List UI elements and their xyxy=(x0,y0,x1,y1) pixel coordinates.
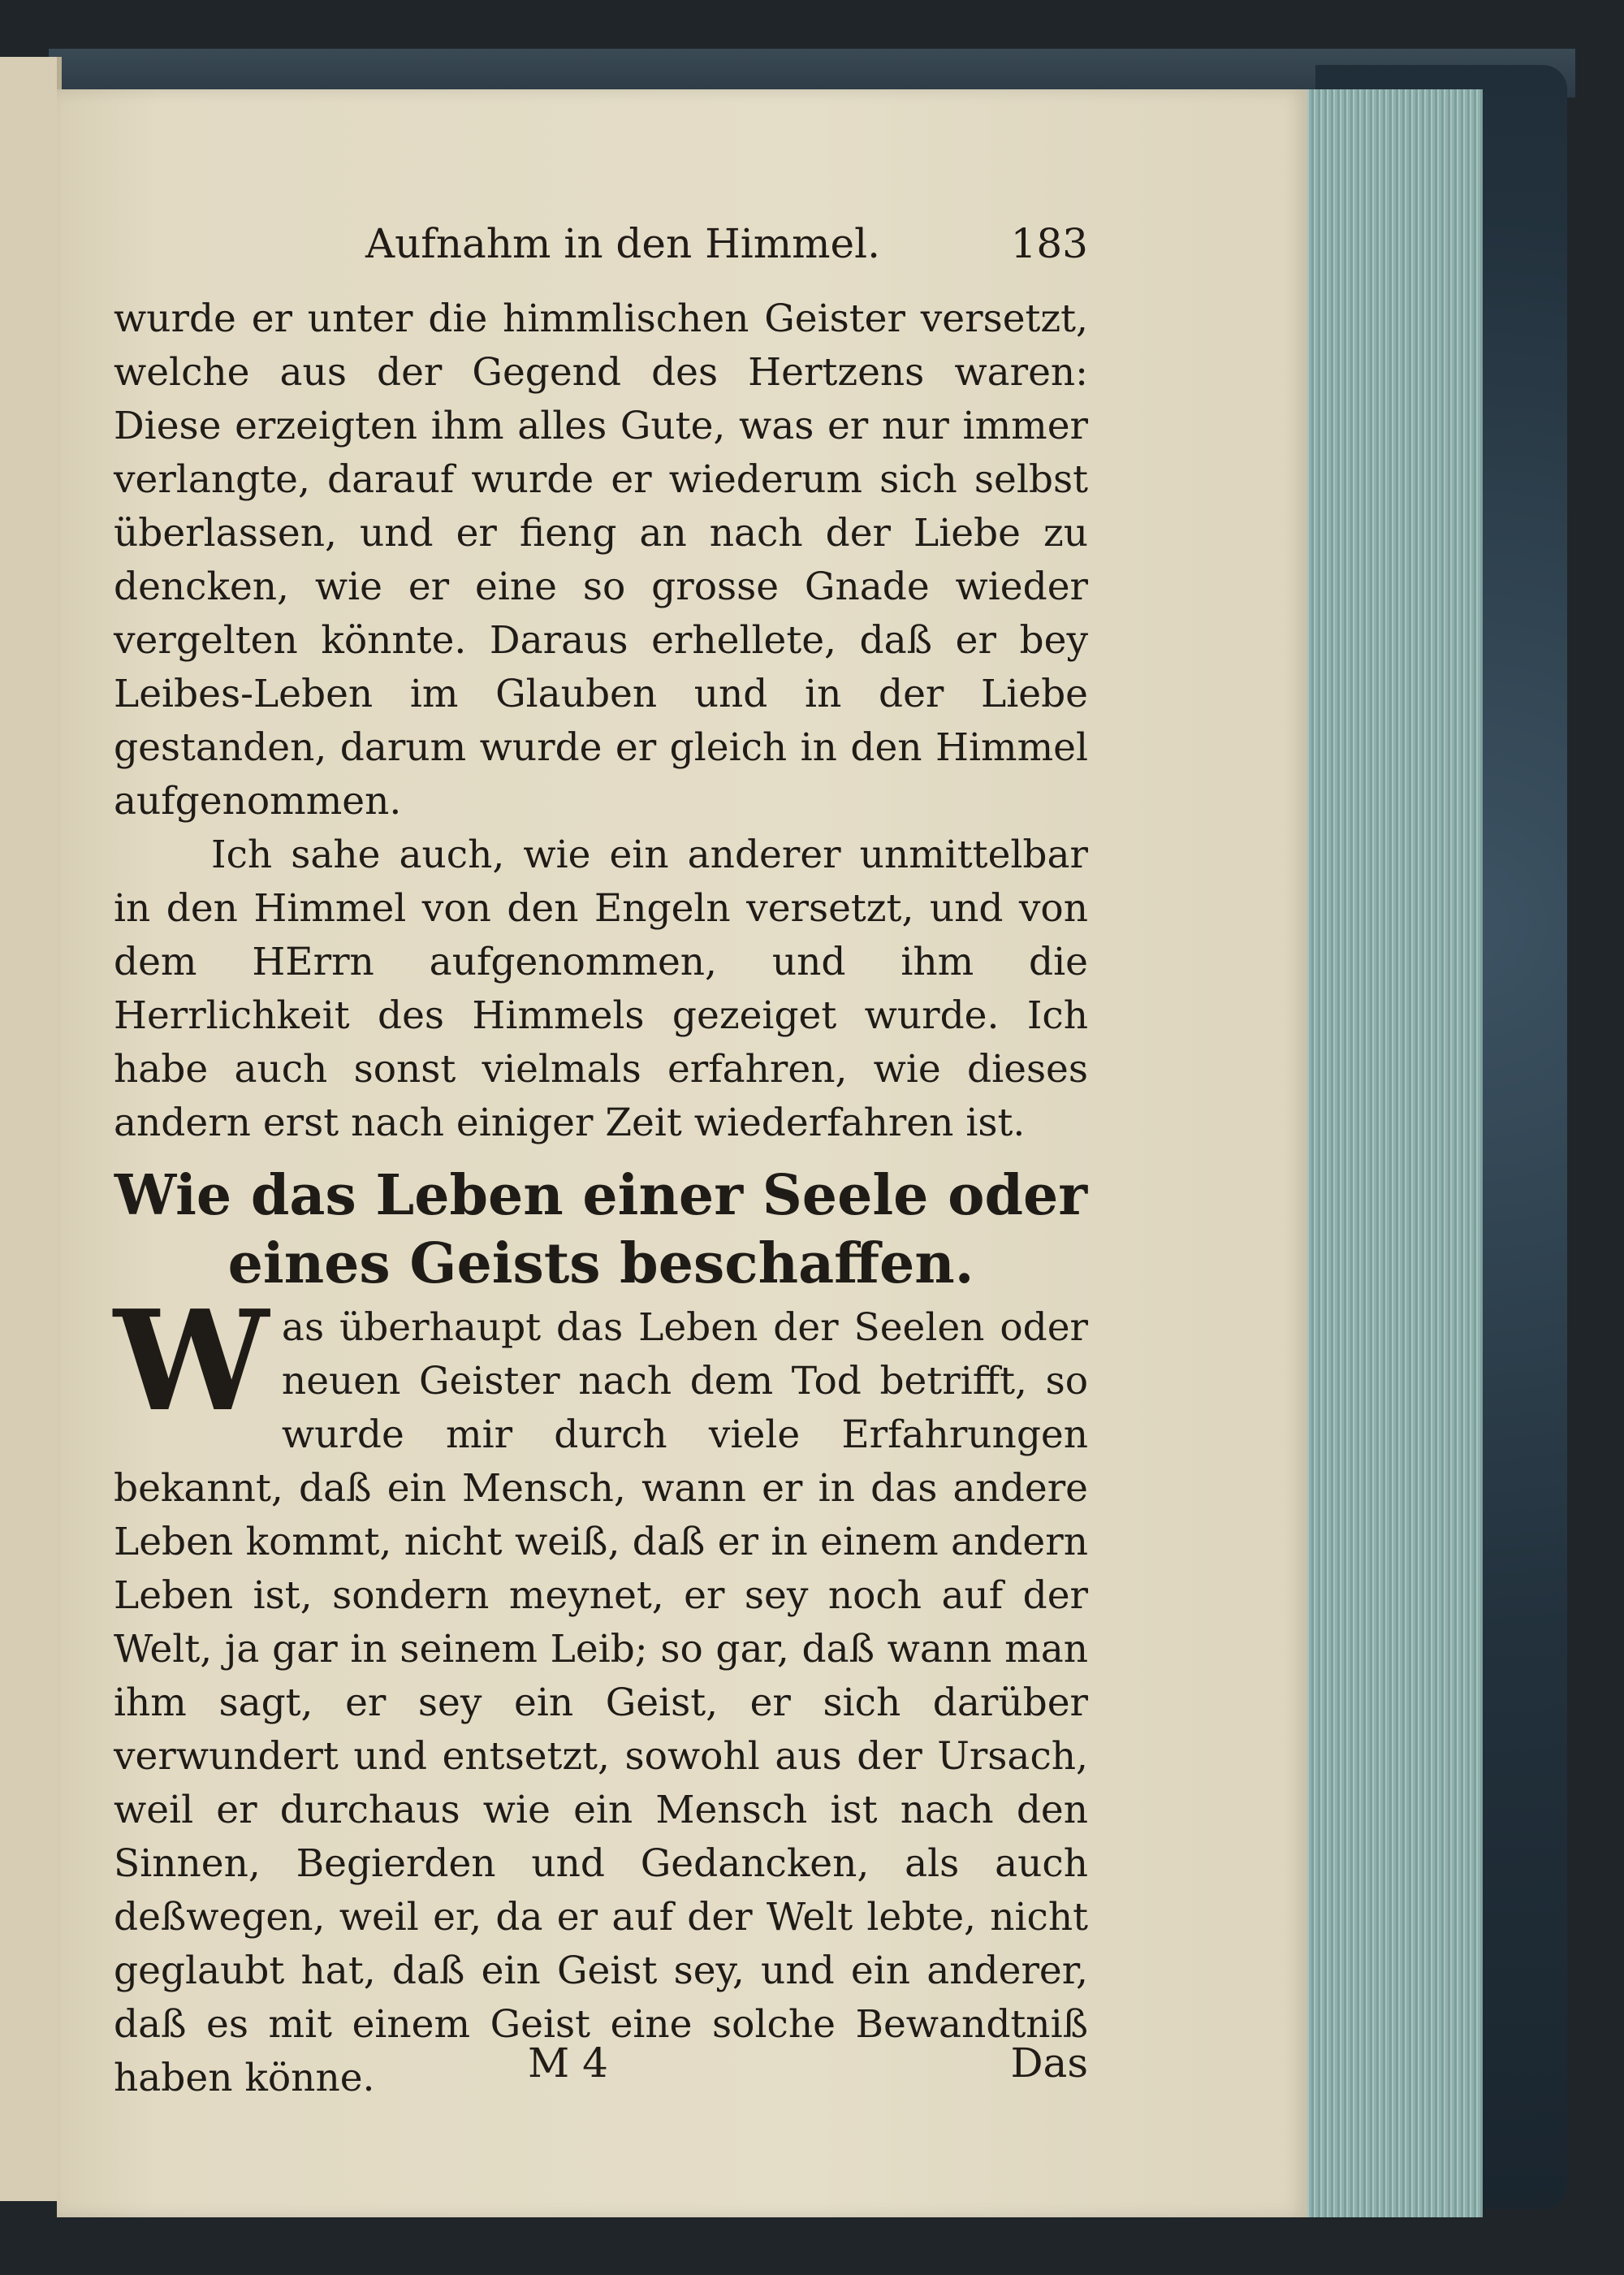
section-text: as überhaupt das Leben der Seelen oder neuen Geister nach dem Tod betrifft, so wurde mir durch viele Erfahrungen bekannt, daß ein Mensch, wann er in das andere Leben kommt, nicht weiß, daß er in einem andern Leben ist, sondern meynet, er sey noch auf der Welt, ja gar in seinem Leib; so gar, daß wann man ihm sagt, er sey ein Geist, er sich darüber verwundert und entsetzt, sowohl aus der Ursach, weil er durchaus wie ein Mensch ist nach den Sinnen, Begierden und Gedancken, als auch deßwegen, weil er, da er auf der Welt lebte, nicht geglaubt hat, daß ein Geist sey, und ein anderer, daß es mit einem Geist eine solche Bewandtniß haben könne. xyxy=(114,1305,1088,2100)
page-body xyxy=(114,292,1088,2105)
page-footer xyxy=(114,2035,1088,2091)
paragraph-second: Ich sahe auch, wie ein anderer unmittelbar in den Himmel von den Engeln versetzt, und von dem HErrn aufgenommen, und ihm die Herrlichkeit des Himmels gezeiget wurde. Ich habe auch sonst vielmals erfahren, wie dieses andern erst nach einiger Zeit wiederfahren ist. xyxy=(114,833,1088,1145)
signature-mark: M 4 xyxy=(528,2039,608,2087)
running-title: Aufnahm in den Himmel. xyxy=(365,220,881,267)
drop-cap: W xyxy=(114,1280,269,1442)
left-page-edge xyxy=(0,57,62,2201)
section-paragraph xyxy=(114,1280,1088,2105)
paragraph-continuation: wurde er unter die himmlischen Geister versetzt, welche aus der Gegend des Hertzens waren: Diese erzeigten ihm alles Gute, was er nur immer verlangte, darauf wurde er wiederum sich selbst überlassen, und er fieng an nach der Liebe zu dencken, wie er eine so grosse Gnade wieder vergelten könnte. Daraus erhellete, daß er bey Leibes-Leben im Glauben und in der Liebe gestanden, darum wurde er gleich in den Himmel aufgenommen. xyxy=(114,296,1088,824)
page-number: 183 xyxy=(1010,220,1088,267)
section-heading: Wie das Leben einer Seele oder eines Geists beschaffen. xyxy=(114,1163,1088,1296)
running-head xyxy=(114,211,1088,276)
catchword: Das xyxy=(1010,2039,1088,2087)
page-block-edges xyxy=(1291,89,1483,2217)
